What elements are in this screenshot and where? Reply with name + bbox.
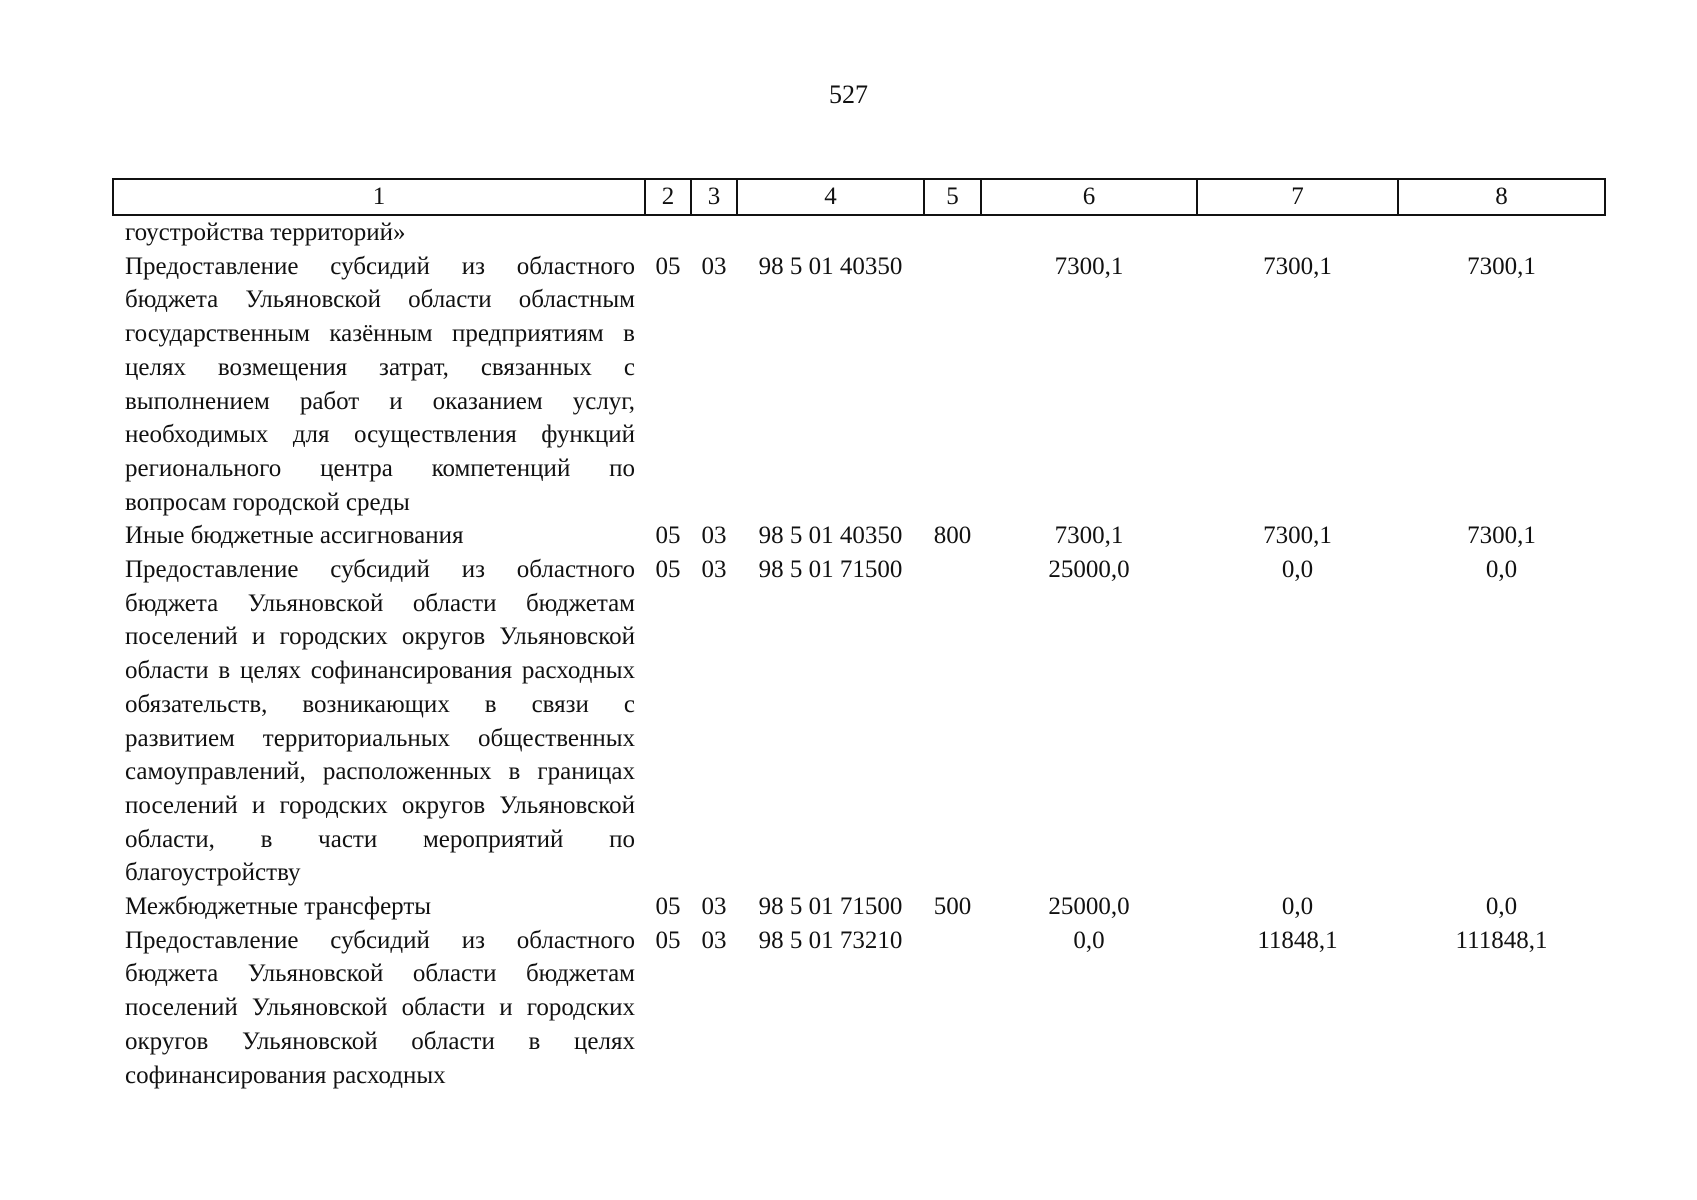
table-header <box>113 179 1605 215</box>
row-expense-type: 500 <box>933 893 972 921</box>
row-amount-col6: 25000,0 <box>1048 893 1130 921</box>
row-target-article <box>737 215 924 250</box>
row-amount-col8 <box>1398 215 1605 250</box>
row-amount-col8: 7300,1 <box>1467 522 1536 550</box>
row-target-article: 98 5 01 71500 <box>758 893 903 921</box>
page-number: 527 <box>829 80 868 109</box>
row-description: Иные бюджетные ассигнования <box>125 522 464 550</box>
row-amount-col7: 7300,1 <box>1263 522 1332 550</box>
row-target-article: 98 5 01 73210 <box>758 926 903 954</box>
table-row <box>113 519 1605 553</box>
row-expense-type <box>924 924 981 1093</box>
header-col-6: 6 <box>981 179 1197 215</box>
row-subsection: 03 <box>701 926 727 954</box>
table-body <box>113 215 1605 1092</box>
row-expense-type <box>924 553 981 890</box>
header-col-7: 7 <box>1197 179 1398 215</box>
table-row <box>113 215 1605 250</box>
row-section: 05 <box>655 893 681 921</box>
header-col-5: 5 <box>924 179 981 215</box>
header-col-2: 2 <box>645 179 691 215</box>
budget-table <box>112 178 1606 1092</box>
header-row <box>113 179 1605 215</box>
row-description: Предоставление субсидий из областного бюджета Ульяновской области бюджетам поселений Ульяновской области и городских округов Ульяновской области в целях софинансирования расходных <box>125 926 635 1089</box>
row-amount-col7: 0,0 <box>1281 556 1314 584</box>
row-expense-type <box>924 250 981 520</box>
row-amount-col7: 11848,1 <box>1257 926 1338 954</box>
row-amount-col8: 7300,1 <box>1467 252 1536 280</box>
row-amount-col6: 7300,1 <box>1054 252 1124 280</box>
row-section <box>645 215 691 250</box>
row-amount-col7: 0,0 <box>1281 893 1314 921</box>
row-subsection <box>691 215 737 250</box>
row-amount-col6: 7300,1 <box>1054 522 1124 550</box>
row-amount-col8: 0,0 <box>1485 556 1518 584</box>
row-amount-col7: 7300,1 <box>1263 252 1332 280</box>
row-target-article: 98 5 01 40350 <box>758 252 903 280</box>
row-subsection: 03 <box>701 522 727 550</box>
row-amount-col6: 25000,0 <box>1048 556 1130 584</box>
row-description: гоустройства территорий» <box>125 219 406 246</box>
row-description: Предоставление субсидий из областного бюджета Ульяновской области бюджетам поселений и городских округов Ульяновской области в целях софинансирования расходных обязательств, возникающих в связи с развитием территориальных общественных самоуправлений, расположенных в границах поселений и городских округов Ульяновской области, в части мероприятий по благоустройству <box>125 556 635 887</box>
row-expense-type <box>924 215 981 250</box>
table-row <box>113 924 1605 1093</box>
row-amount-col7 <box>1197 215 1398 250</box>
row-subsection: 03 <box>701 893 727 921</box>
row-amount-col6: 0,0 <box>1073 926 1105 954</box>
row-description: Предоставление субсидий из областного бюджета Ульяновской области областным государственным казённым предприятиям в целях возмещения затрат, связанных с выполнением работ и оказанием услуг, необходимых для осуществления функций регионального центра компетенций по вопросам городской среды <box>125 252 635 516</box>
header-col-3: 3 <box>691 179 737 215</box>
row-amount-col8: 0,0 <box>1485 893 1518 921</box>
row-subsection: 03 <box>701 556 727 584</box>
header-col-1: 1 <box>113 179 645 215</box>
row-section: 05 <box>655 252 681 280</box>
row-section: 05 <box>655 926 681 954</box>
table-row <box>113 553 1605 890</box>
header-col-4: 4 <box>737 179 924 215</box>
row-section: 05 <box>655 522 681 550</box>
table-row <box>113 250 1605 520</box>
table-row <box>113 890 1605 924</box>
row-section: 05 <box>655 556 681 584</box>
row-subsection: 03 <box>701 252 727 280</box>
row-amount-col6 <box>981 215 1197 250</box>
row-target-article: 98 5 01 40350 <box>758 522 903 550</box>
row-description: Межбюджетные трансферты <box>125 893 432 921</box>
row-amount-col8: 111848,1 <box>1455 926 1548 954</box>
row-target-article: 98 5 01 71500 <box>758 556 903 584</box>
row-expense-type: 800 <box>933 522 972 550</box>
header-col-8: 8 <box>1398 179 1605 215</box>
